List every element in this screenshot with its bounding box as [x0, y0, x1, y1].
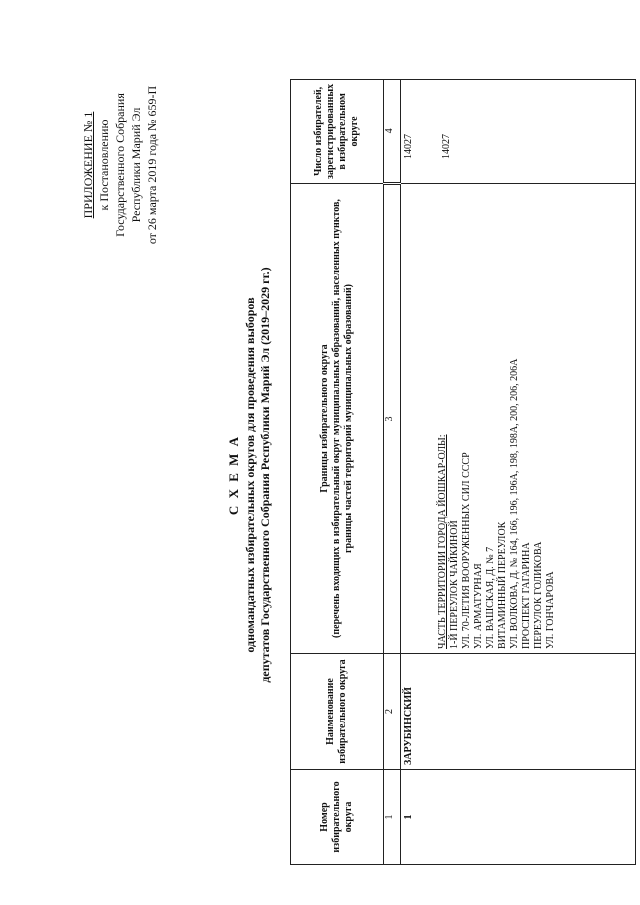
title-heading: С Х Е М А	[226, 434, 241, 516]
appendix-date: от 26 марта 2019 года № 659-П	[145, 85, 159, 245]
district-boundaries	[401, 184, 636, 654]
header-voters-count: Число избирателей, зарегистрированных в избирательном округе	[291, 79, 384, 183]
voters-part: 14027	[441, 134, 452, 159]
street-item: УЛ. АРМАТУРНАЯ	[473, 563, 484, 649]
table-row	[401, 79, 636, 864]
street-item: 1-Й ПЕРЕУЛОК ЧАЙКИНОЙ	[449, 520, 460, 649]
header-district-name: Наименование избирательного округа	[291, 654, 384, 770]
header-district-number: Номер избирательного округа	[291, 770, 384, 865]
street-item: ПЕРЕУЛОК ГОЛИКОВА	[533, 541, 544, 649]
street-item: УЛ. ГОНЧАРОВА	[545, 571, 556, 649]
column-number: 3	[384, 184, 401, 654]
street-item: УЛ. ВАШСКАЯ, Д. № 7	[485, 546, 496, 649]
district-name: ЗАРУБИНСКИЙ	[401, 654, 636, 770]
title-line-2: депутатов Государственного Собрания Республики Марий Эл (2019–2029 гг.)	[258, 267, 272, 683]
column-number: 2	[384, 654, 401, 770]
appendix-block	[80, 45, 160, 285]
column-number: 4	[384, 79, 401, 183]
street-item: ПРОСПЕКТ ГАГАРИНА	[521, 542, 532, 649]
appendix-ref: к Постановлению	[97, 119, 111, 211]
appendix-body: Государственного Собрания	[113, 93, 127, 237]
header-boundaries-desc: (перечень входящих в избирательный округ муниципальных образований, населенных пунктов, границы частей территорий муниципальных образований)	[331, 199, 354, 638]
appendix-number: ПРИЛОЖЕНИЕ № 1	[81, 111, 95, 219]
header-boundaries	[291, 184, 384, 654]
header-boundaries-title: Границы избирательного округа	[319, 344, 330, 493]
district-number: 1	[401, 770, 636, 865]
appendix-republic: Республики Марий Эл	[129, 107, 143, 223]
street-item: УЛ. 70-ЛЕТИЯ ВООРУЖЕННЫХ СИЛ СССР	[461, 452, 472, 649]
document-title	[225, 195, 273, 755]
column-number-row	[384, 79, 401, 864]
voters-count	[401, 79, 636, 183]
title-line-1: одномандатных избирательных округов для проведения выборов	[243, 297, 257, 653]
street-item: ВИТАМИННЫЙ ПЕРЕУЛОК	[497, 521, 508, 649]
area-label: ЧАСТЬ ТЕРРИТОРИИ ГОРОДА ЙОШКАР-ОЛЫ:	[437, 434, 448, 649]
voters-total: 14027	[403, 134, 414, 159]
column-number: 1	[384, 770, 401, 865]
street-item: УЛ. ВОЛКОВА, Д. № 164, 166, 196, 196А, 198, 198А, 200, 206, 206А	[509, 358, 520, 649]
districts-table	[290, 79, 636, 865]
table-header-row	[291, 79, 384, 864]
